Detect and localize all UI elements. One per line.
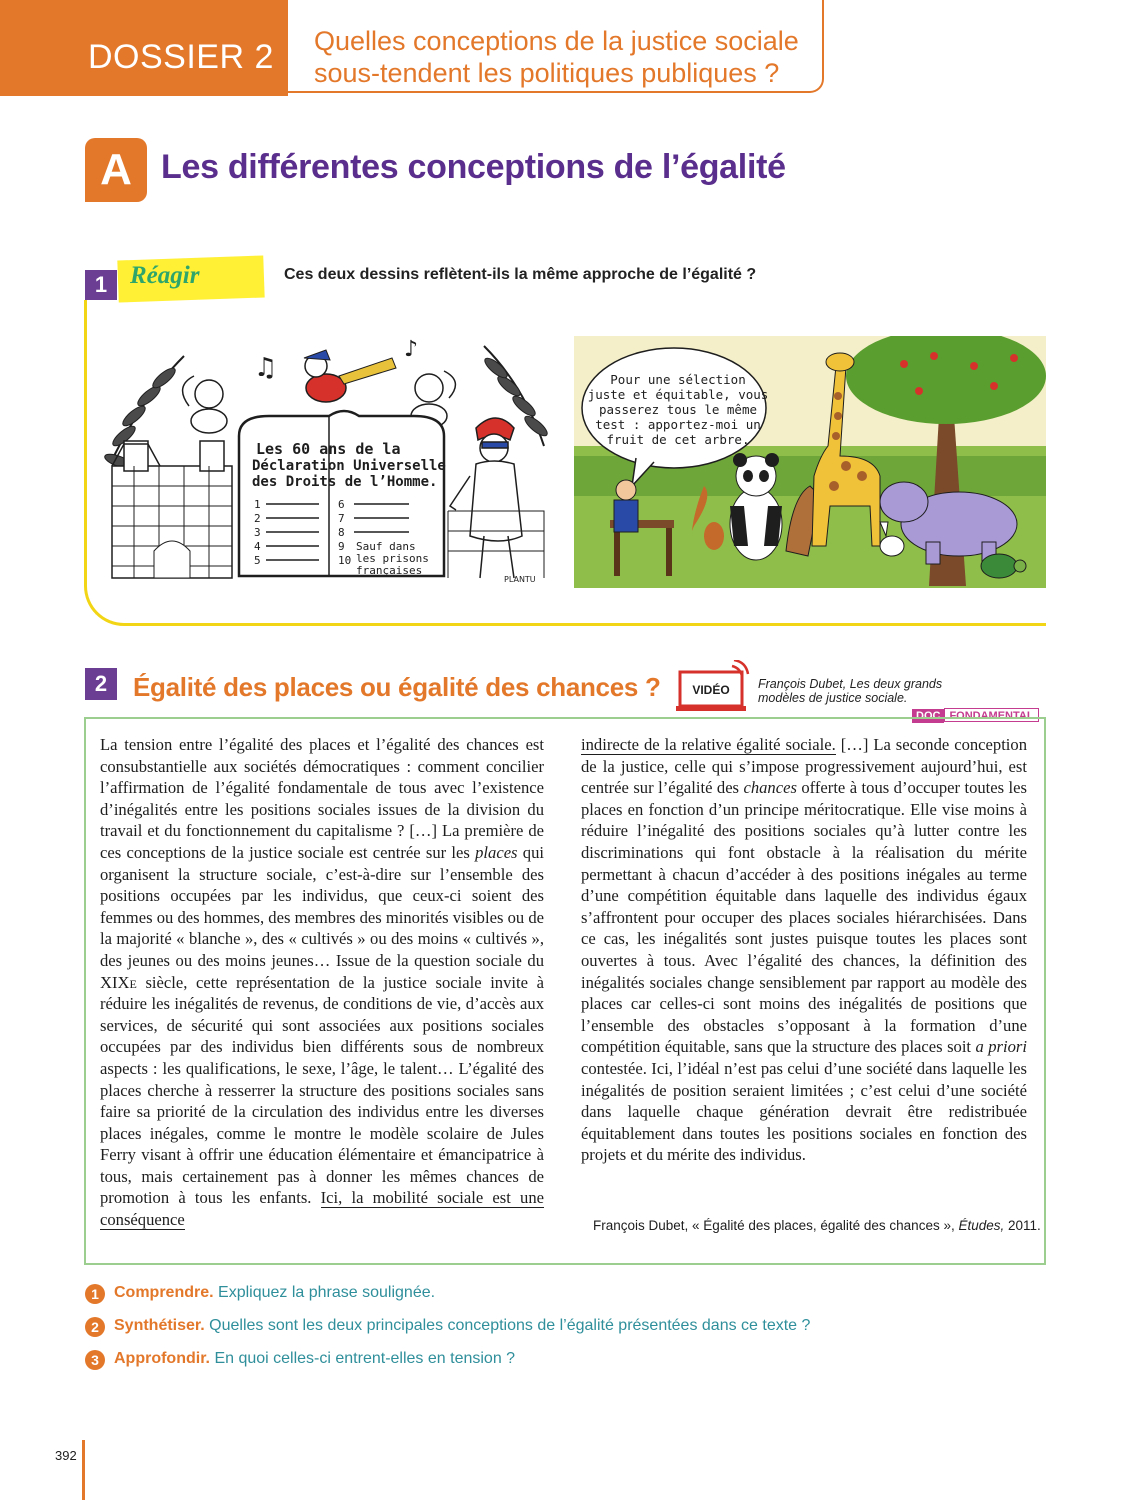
svg-text:les prisons: les prisons [356,552,429,565]
video-caption[interactable] [758,677,942,705]
section-letter-badge: A [85,138,147,202]
underlined-sentence-part2: indirecte de la relative égalité sociale. [581,735,836,754]
svg-text:des Droits de l’Homme.: des Droits de l’Homme. [252,474,438,490]
svg-text:5: 5 [254,554,261,567]
svg-text:4: 4 [254,540,261,553]
svg-text:8: 8 [338,526,345,539]
svg-text:6: 6 [338,498,345,511]
svg-text:Sauf dans: Sauf dans [356,540,416,553]
question-2-number: 2 [85,1317,105,1337]
page-number: 392 [55,1448,77,1463]
doc2-source: François Dubet, « Égalité des places, égalité des chances », Études, 2011. [593,1218,1041,1233]
svg-text:♫: ♫ [254,353,278,383]
svg-text:Déclaration Universelle: Déclaration Universelle [252,458,446,474]
doc2-number: 2 [85,668,117,700]
fondamental-tag-word: FONDAMENTAL [944,708,1038,722]
video-label: VIDÉO [692,683,730,697]
doc-tag-word: DOC [912,709,944,723]
dossier-question-line2: sous-tendent les politiques publiques ? [314,58,780,88]
tablet-title-line1: Les 60 ans de la [256,440,401,458]
svg-text:7: 7 [338,512,345,525]
speech-line-1: Pour une sélection [610,372,746,387]
question-3: Approfondir. En quoi celles-ci entrent-elles en tension ? [114,1350,516,1367]
page-margin-bar [82,1440,85,1500]
svg-text:2: 2 [254,512,261,525]
cartoon1-signature: PLANTU [504,575,536,584]
dossier-question-line1: Quelles conceptions de la justice sociale [314,26,799,56]
svg-text:3: 3 [254,526,261,539]
doc2-text-column-1: La tension entre l’égalité des places et l’égalité des chances est consubstantielle aux sociétés démocratiques : comment concilier l’affirmation de l’égalité fondamentale de tous avec l’existence d’inégalités entre les positions sociales issues de la division du travail et du fonctionnement du capitalisme ? […] La première de ces conceptions de la justice sociale est centrée sur les places qui organisent la structure sociale, c’est-à-dire sur l’ensemble des positions occupées par les individus, que ceux-ci soient des femmes ou des hommes, des membres des minorités visibles ou de la majorité « blanche », des « cultivés » ou des moins « cultivés », des jeunes ou des moins jeunes… Issue de la question sociale du XIXe siècle, cette représentation de la justice sociale invite à réduire les inégalités de revenus, de conditions de vie, d’accès aux services, de sécurité qui sont associées aux positions sociales occupées par des individus bien différents sous de nombreux aspects : les qualifications, le sexe, l’âge, le talent… L’égalité des places cherche à resserrer la structure des positions sociales sans faire sa priorité de la circulation des individus entre les diverses places inégales, comme le montre le modèle scolaire de Jules Ferry visant à offrir une éducation élémentaire et émancipatrice à tous, mais certainement pas à donner les mêmes chances de promotion à tous les enfants. Ici, la mobilité sociale est une conséquence [100,735,545,1230]
underlined-sentence-part1: Ici, la mobilité sociale est une conséquence [100,1188,545,1230]
speech-line-2: juste et équitable, vous [587,387,769,402]
dossier-label: DOSSIER 2 [88,38,274,76]
video-laptop-icon[interactable] [676,660,752,716]
speech-line-3: passerez tous le même [598,402,758,417]
cartoon-declaration-droits-homme [104,336,552,586]
doc1-label: Réagir [130,262,200,289]
question-2: Synthétiser. Quelles sont les deux principales conceptions de l’égalité présentées dans ce texte ? [114,1317,811,1334]
question-1-number: 1 [85,1284,105,1304]
section-title: Les différentes conceptions de l’égalité [161,148,786,186]
doc2-title: Égalité des places ou égalité des chances ? [133,672,661,702]
cartoon-animal-selection-test [574,336,1046,588]
speech-line-4: test : apportez-moi un [595,417,761,432]
doc2-text-column-2: indirecte de la relative égalité sociale. […] La seconde conception de la justice, celle qui s’impose progressivement aujourd’hui, est centrée sur l’égalité des chances offerte à tous d’occuper toutes les places en fonction d’un principe méritocratique. Elle vise moins à réduire l’inégalité des positions sociales qu’à lutter contre les discriminations qui font obstacle à la réalisation du mérite permettant à chacun d’accéder à des positions inégales au terme d’une compétition équitable dans laquelle des individus égaux s’affrontent pour occuper des places sociales hiérarchisées. Dans ce cas, les inégalités sont justes puisque toutes les places sont ouvertes à tous. Avec l’égalité des chances, la définition des inégalités sociales change sensiblement par rapport au modèle des places car celles-ci sont moins des inégalités de positions que l’ensemble des obstacles s’opposant à la formation d’une compétition équitable, sans que la structure des places soit a priori contestée. Ici, l’idéal n’est pas celui d’une société dans laquelle les inégalités de position seraient limitées ; c’est celui d’une société dans laquelle chaque génération devrait être redistribuée équitablement dans toutes les positions sociales en fonction des projets et du mérite des individus. [581,735,1028,1165]
svg-text:♪: ♪ [404,337,419,362]
doc1-question: Ces deux dessins reflètent-ils la même approche de l’égalité ? [284,266,757,283]
speech-line-5: fruit de cet arbre. [606,432,750,447]
question-3-number: 3 [85,1350,105,1370]
svg-text:9: 9 [338,540,345,553]
question-1: Comprendre. Expliquez la phrase soulignée. [114,1284,436,1301]
svg-text:françaises: françaises [356,564,423,577]
doc1-number: 1 [85,270,117,300]
video-caption-line1: François Dubet, Les deux grands [758,677,943,691]
svg-text:10: 10 [338,554,352,567]
video-caption-line2: modèles de justice sociale. [758,691,908,705]
svg-text:1: 1 [254,498,261,511]
